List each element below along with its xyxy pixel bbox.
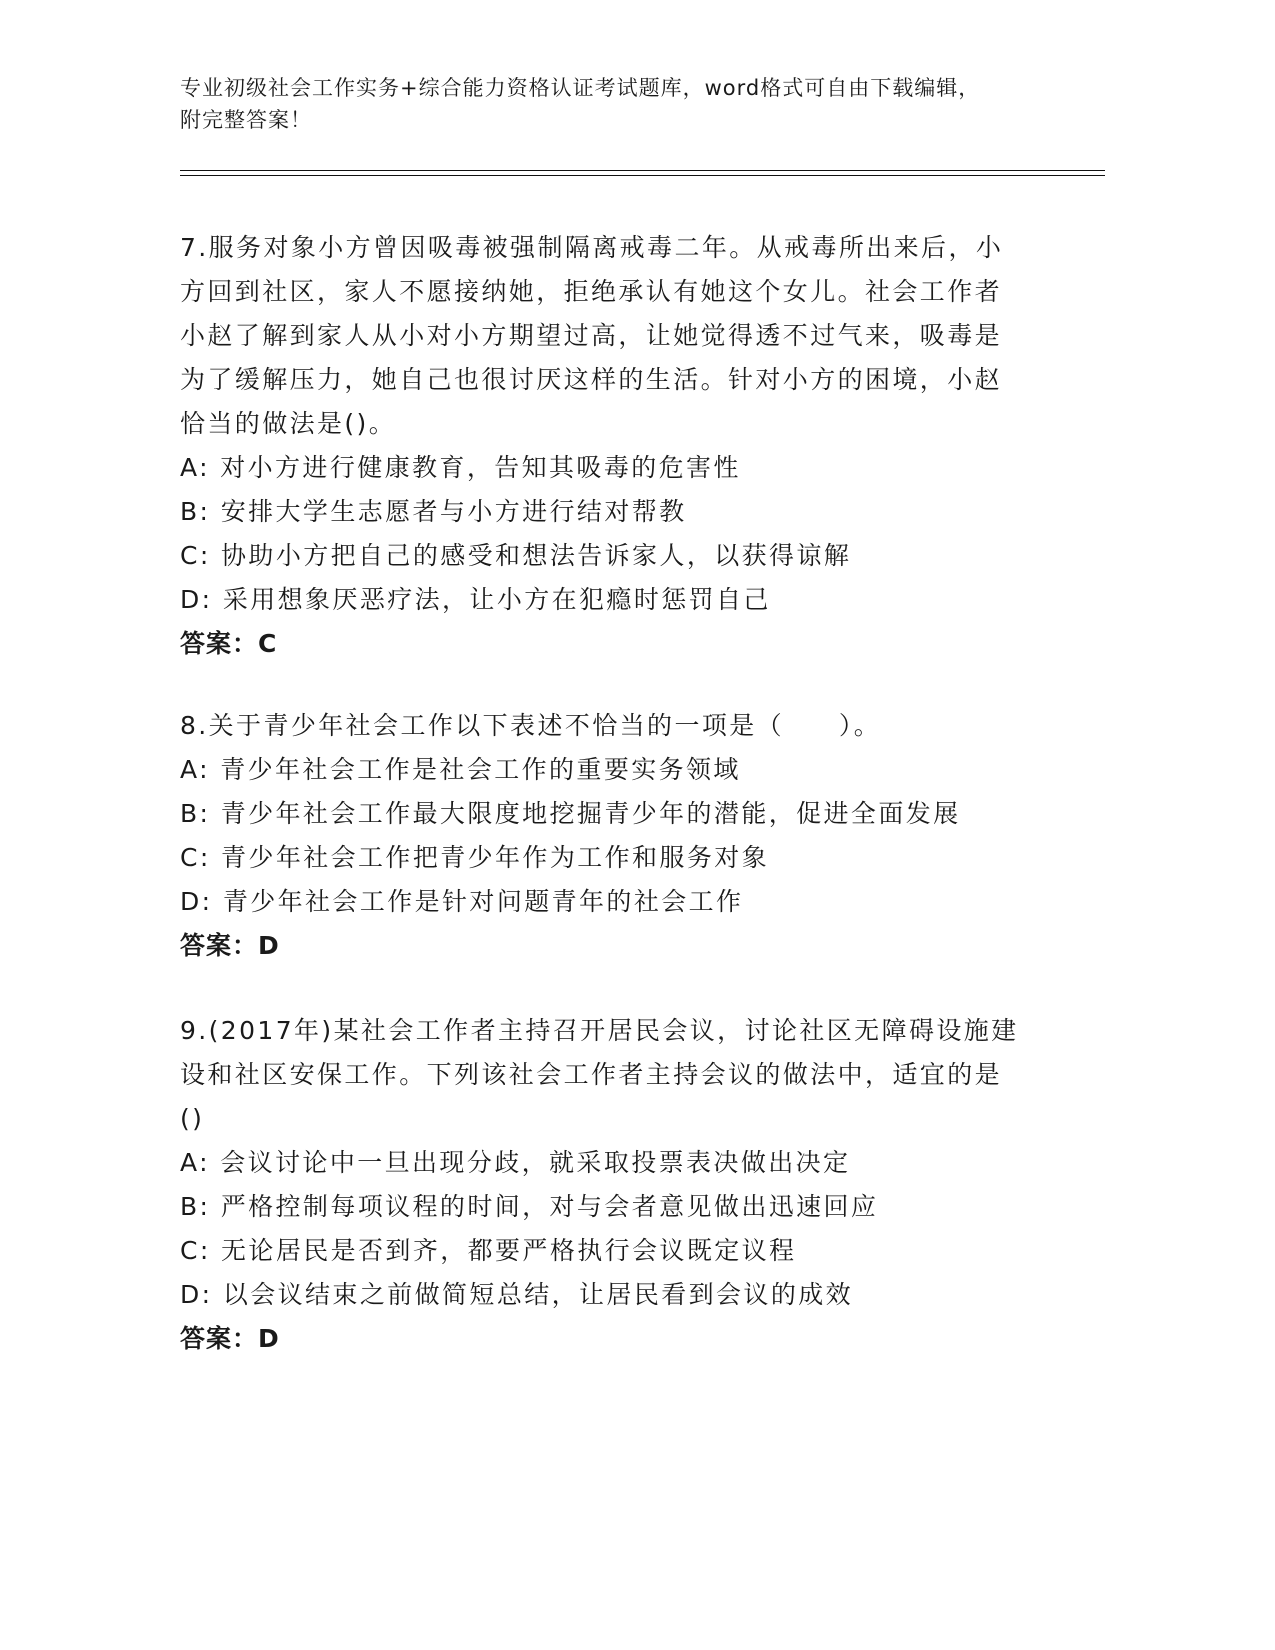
option-a: A: 青少年社会工作是社会工作的重要实务领域 xyxy=(180,755,741,784)
option-d: D: 以会议结束之前做简短总结，让居民看到会议的成效 xyxy=(180,1280,854,1309)
option-c: C: 协助小方把自己的感受和想法告诉家人，以获得谅解 xyxy=(180,541,852,570)
option-b: B: 安排大学生志愿者与小方进行结对帮教 xyxy=(180,497,687,526)
option-c: C: 无论居民是否到齐，都要严格执行会议既定议程 xyxy=(180,1236,797,1265)
question-text-line: 8.关于青少年社会工作以下表述不恰当的一项是（ ）。 xyxy=(180,711,882,740)
header-line-2: 附完整答案！ xyxy=(180,108,312,132)
question-9 xyxy=(180,1009,1025,1361)
question-text-line: 为了缓解压力，她自己也很讨厌这样的生活。针对小方的困境，小赵 xyxy=(180,365,1003,394)
option-c: C: 青少年社会工作把青少年作为工作和服务对象 xyxy=(180,843,770,872)
document-header xyxy=(180,72,1060,136)
answer-line: 答案：D xyxy=(180,1324,280,1353)
option-d: D: 采用想象厌恶疗法，让小方在犯瘾时惩罚自己 xyxy=(180,585,771,614)
answer-line: 答案：C xyxy=(180,629,278,658)
question-text-line: () xyxy=(180,1104,205,1133)
question-text-line: 小赵了解到家人从小对小方期望过高，让她觉得透不过气来，吸毒是 xyxy=(180,321,1003,350)
option-a: A: 会议讨论中一旦出现分歧，就采取投票表决做出决定 xyxy=(180,1148,851,1177)
question-text-line: 方回到社区，家人不愿接纳她，拒绝承认有她这个女儿。社会工作者 xyxy=(180,277,1003,306)
option-d: D: 青少年社会工作是针对问题青年的社会工作 xyxy=(180,887,744,916)
question-text-line: 恰当的做法是()。 xyxy=(180,409,397,438)
answer-line: 答案：D xyxy=(180,931,280,960)
question-text-line: 7.服务对象小方曾因吸毒被强制隔离戒毒二年。从戒毒所出来后，小 xyxy=(180,233,1004,262)
header-line-1: 专业初级社会工作实务+综合能力资格认证考试题库，word格式可自由下载编辑， xyxy=(180,76,981,100)
question-text-line: 设和社区安保工作。下列该社会工作者主持会议的做法中，适宜的是 xyxy=(180,1060,1003,1089)
question-7 xyxy=(180,226,1025,666)
header-divider-bottom xyxy=(180,175,1105,176)
option-b: B: 严格控制每项议程的时间，对与会者意见做出迅速回应 xyxy=(180,1192,879,1221)
option-b: B: 青少年社会工作最大限度地挖掘青少年的潜能，促进全面发展 xyxy=(180,799,961,828)
option-a: A: 对小方进行健康教育，告知其吸毒的危害性 xyxy=(180,453,741,482)
question-text-line: 9.(2017年)某社会工作者主持召开居民会议，讨论社区无障碍设施建 xyxy=(180,1016,1019,1045)
question-8 xyxy=(180,704,1025,968)
header-divider-top xyxy=(180,170,1105,171)
